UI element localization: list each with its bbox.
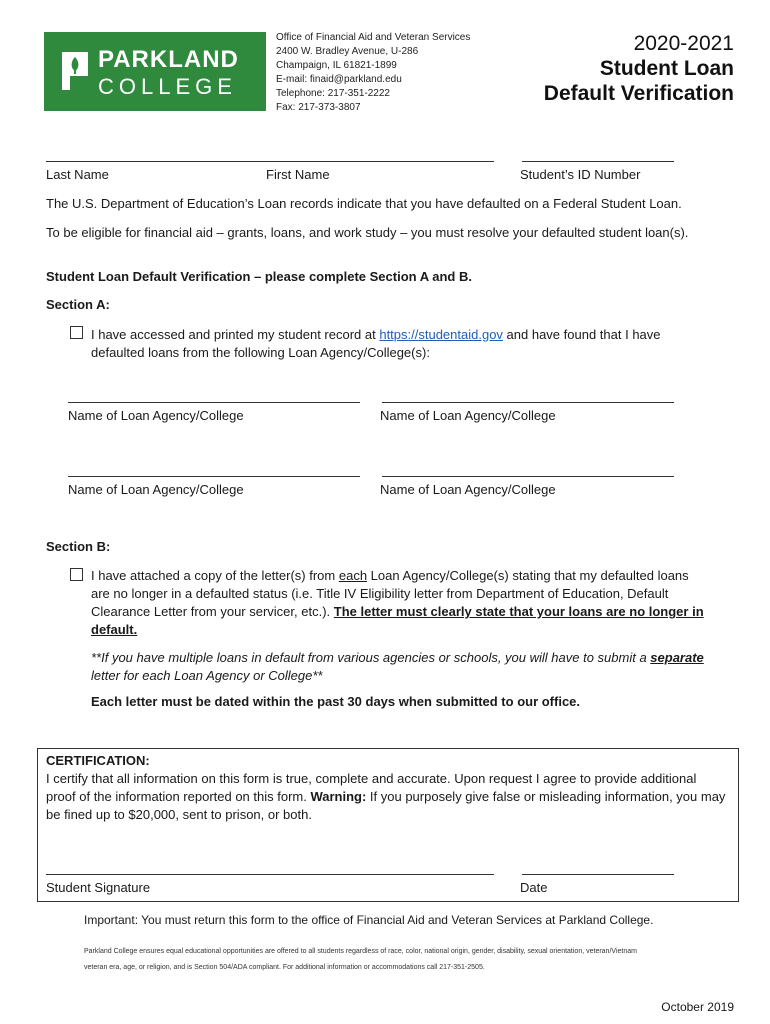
certification-text-2: If you purposely give false or misleading information, you may be fined up to $20,000, sent to prison, or both. <box>46 789 726 822</box>
section-b-text-1: I have attached a copy of the letter(s) from <box>91 568 339 583</box>
logo-text-parkland: PARKLAND <box>98 46 239 73</box>
title-line-1: Student Loan <box>599 57 734 80</box>
disclaimer <box>84 944 704 976</box>
office-line: 2400 W. Bradley Avenue, U-286 <box>276 46 419 57</box>
section-a-statement <box>91 326 691 362</box>
student-id-input-line[interactable] <box>522 161 674 162</box>
note-prefix: **If you have multiple loans in default from various agencies or schools, you will have to submit a <box>91 650 651 665</box>
section-a-text-after: and have found that I have defaulted loans from the following Loan Agency/College(s): <box>91 327 661 360</box>
studentaid-link[interactable]: https://studentaid.gov <box>379 327 503 342</box>
dated-requirement: Each letter must be dated within the past 30 days when submitted to our office. <box>91 694 581 709</box>
disclaimer-line-2: veteran era, age, or religion, and is Section 504/ADA compliant. For additional information or accommodations call 217-351-2505. <box>84 964 485 971</box>
office-line: Champaign, IL 61821-1899 <box>276 60 397 71</box>
instruction-text: Student Loan Default Verification – please complete Section A and B. <box>46 269 472 284</box>
date-label: Date <box>520 880 548 895</box>
signature-label: Student Signature <box>46 880 151 895</box>
section-a-text-before: I have accessed and printed my student record at <box>91 327 380 342</box>
section-b-heading: Section B: <box>46 539 111 554</box>
agency-input-line-3[interactable] <box>68 476 360 477</box>
form-title <box>544 31 734 106</box>
certification-text <box>46 770 726 824</box>
title-year: 2020-2021 <box>633 32 734 55</box>
note-suffix: letter for each Loan Agency or College** <box>91 668 323 683</box>
important-note: Important: You must return this form to the office of Financial Aid and Veteran Services at Parkland College. <box>84 913 654 927</box>
agency-input-line-1[interactable] <box>68 402 360 403</box>
office-line: Telephone: 217-351-2222 <box>276 88 390 99</box>
agency-label-2: Name of Loan Agency/College <box>380 408 556 423</box>
revision-date: October 2019 <box>661 1000 734 1014</box>
agency-label-3: Name of Loan Agency/College <box>68 482 244 497</box>
signature-input-line[interactable] <box>46 874 494 875</box>
section-a-checkbox[interactable] <box>70 326 83 339</box>
certification-text-1: I certify that all information on this form is true, complete and accurate. Upon request I agree to provide additional proof of the information reported on this form. <box>46 771 697 804</box>
intro-paragraph-1: The U.S. Department of Education’s Loan records indicate that you have defaulted on a Federal Student Loan. <box>46 196 682 211</box>
parkland-college-logo <box>44 32 266 111</box>
office-line: E-mail: finaid@parkland.edu <box>276 74 402 85</box>
office-line: Office of Financial Aid and Veteran Services <box>276 32 471 43</box>
parkland-leaf-icon <box>62 52 88 90</box>
multiple-loans-note <box>91 649 711 685</box>
title-line-2: Default Verification <box>543 82 734 105</box>
certification-heading: CERTIFICATION: <box>46 753 150 768</box>
first-name-label: First Name <box>266 167 330 182</box>
intro-paragraph-2: To be eligible for financial aid – grants, loans, and work study – you must resolve your defaulted student loan(s). <box>46 225 689 240</box>
certification-box <box>37 748 739 902</box>
section-b-statement <box>91 567 711 639</box>
section-b-emphasis: The letter must clearly state that your loans are no longer in default. <box>91 604 704 637</box>
logo-text-college: COLLEGE <box>98 74 237 99</box>
section-b-each: each <box>338 568 368 583</box>
section-b-checkbox[interactable] <box>70 568 83 581</box>
last-name-label: Last Name <box>46 167 109 182</box>
agency-input-line-4[interactable] <box>382 476 674 477</box>
name-input-line[interactable] <box>46 161 494 162</box>
agency-input-line-2[interactable] <box>382 402 674 403</box>
office-address-block <box>276 31 470 115</box>
note-separate: separate <box>650 650 704 665</box>
date-input-line[interactable] <box>522 874 674 875</box>
agency-label-4: Name of Loan Agency/College <box>380 482 556 497</box>
disclaimer-line-1: Parkland College ensures equal educational opportunities are offered to all students regardless of race, color, national origin, gender, disability, sexual orientation, veteran/Vietnam <box>84 948 637 955</box>
office-line: Fax: 217-373-3807 <box>276 102 361 113</box>
section-b-text-2: Loan Agency/College(s) stating that my defaulted loans are no longer in a defaulted status (i.e. Title IV Eligibility letter from Department of Education, Default Clearance Letter from your servicer, etc.). <box>91 568 689 619</box>
student-id-label: Student’s ID Number <box>520 167 641 182</box>
warning-label: Warning: <box>310 789 367 804</box>
agency-label-1: Name of Loan Agency/College <box>68 408 244 423</box>
section-a-heading: Section A: <box>46 297 110 312</box>
